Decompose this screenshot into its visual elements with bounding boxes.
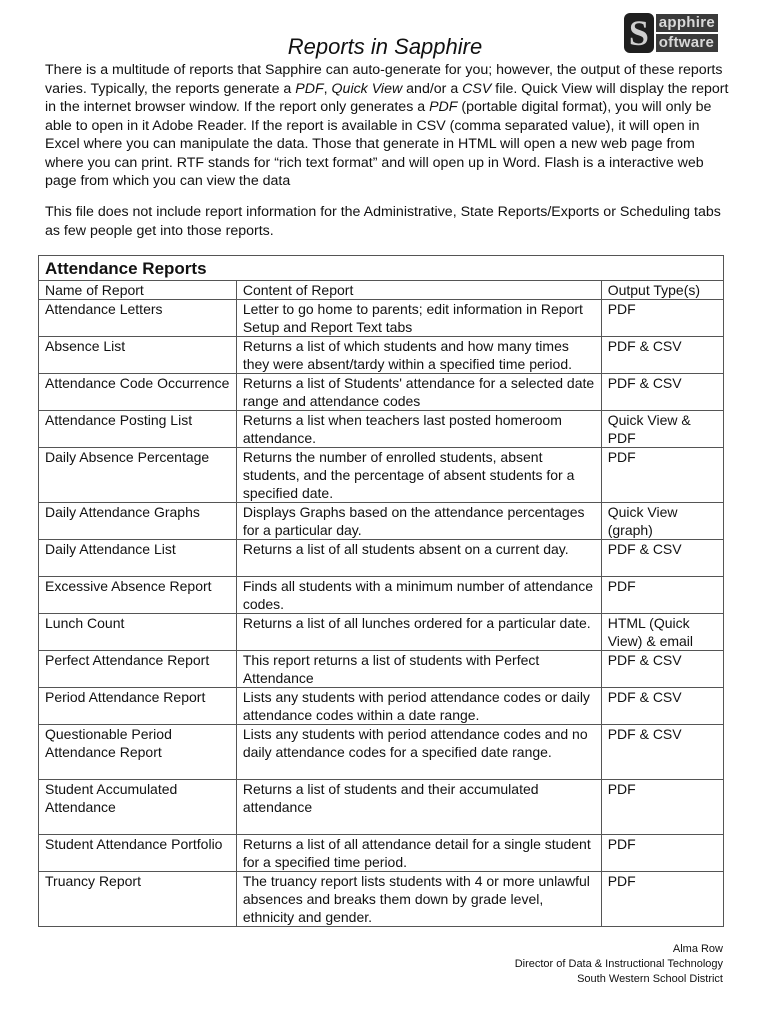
report-output: PDF (601, 835, 723, 872)
table-row (39, 448, 724, 503)
report-name: Lunch Count (39, 614, 237, 651)
section-title: Attendance Reports (45, 259, 207, 278)
author-name: Alma Row (672, 943, 723, 955)
report-name: Daily Attendance Graphs (39, 503, 237, 540)
table-row (39, 411, 724, 448)
table-row (39, 872, 724, 927)
intro-paragraph: There is a multitude of reports that Sapphire can auto-generate for you; however, the output of these reports varies. Typically, the reports generate a PDF, Quick View and/or a CSV file. Quick View will display the report in the internet browser window. If the report only generates a PDF (portable digital format), you will only be able to open in it Adobe Reader. If the report is available in CSV (comma separated value), it will open in Excel where you can manipulate the data. Those that generate in HTML will open a new web page from where you can print. RTF stands for “rich text format” and will open up in Word. Flash is a interactive web page from which you can view the data (45, 62, 729, 189)
report-name: Attendance Letters (39, 300, 237, 337)
attendance-reports-table (38, 255, 724, 927)
author-footer (515, 942, 723, 987)
author-position: Director of Data & Instructional Technology (514, 958, 723, 970)
report-name: Absence List (39, 337, 237, 374)
table-row (39, 688, 724, 725)
author-organization: South Western School District (577, 973, 723, 985)
header-output: Output Type(s) (601, 281, 723, 300)
report-content: Returns a list of which students and how many times they were absent/tardy within a specified time period. (236, 337, 601, 374)
table-row (39, 540, 724, 577)
report-content: Returns a list when teachers last posted homeroom attendance. (236, 411, 601, 448)
report-content: Letter to go home to parents; edit information in Report Setup and Report Text tabs (236, 300, 601, 337)
table-row (39, 651, 724, 688)
header-name: Name of Report (39, 281, 237, 300)
report-output: PDF & CSV (601, 337, 723, 374)
report-output: PDF (601, 872, 723, 927)
report-name: Attendance Posting List (39, 411, 237, 448)
report-output: PDF & CSV (601, 374, 723, 411)
report-name: Student Attendance Portfolio (39, 835, 237, 872)
table-row (39, 835, 724, 872)
report-content: The truancy report lists students with 4 or more unlawful absences and breaks them down by grade level, ethnicity and gender. (236, 872, 601, 927)
report-content: Displays Graphs based on the attendance percentages for a particular day. (236, 503, 601, 540)
report-output: PDF (601, 300, 723, 337)
report-content: Returns a list of students and their accumulated attendance (236, 780, 601, 835)
table-row (39, 374, 724, 411)
report-content: This report returns a list of students with Perfect Attendance (236, 651, 601, 688)
report-content: Returns a list of all attendance detail for a single student for a specified time period. (236, 835, 601, 872)
report-output: PDF & CSV (601, 540, 723, 577)
logo-letter: S (624, 13, 654, 53)
report-content: Returns a list of all students absent on a current day. (236, 540, 601, 577)
logo-line-2: oftware (656, 34, 718, 52)
report-name: Attendance Code Occurrence (39, 374, 237, 411)
report-output: PDF & CSV (601, 688, 723, 725)
report-content: Returns a list of all lunches ordered for a particular date. (236, 614, 601, 651)
report-output: PDF & CSV (601, 651, 723, 688)
table-row (39, 614, 724, 651)
table-section-title-row (39, 256, 724, 281)
report-name: Period Attendance Report (39, 688, 237, 725)
report-output: PDF (601, 448, 723, 503)
table-row (39, 725, 724, 780)
report-name: Student Accumulated Attendance (39, 780, 237, 835)
report-output: PDF & CSV (601, 725, 723, 780)
report-output: PDF (601, 577, 723, 614)
scope-note-paragraph: This file does not include report information for the Administrative, State Reports/Exports or Scheduling tabs as few people get into those reports. (45, 204, 721, 239)
report-content: Returns a list of Students' attendance for a selected date range and attendance codes (236, 374, 601, 411)
report-output: Quick View & PDF (601, 411, 723, 448)
report-content: Finds all students with a minimum number of attendance codes. (236, 577, 601, 614)
table-row (39, 300, 724, 337)
report-output: PDF (601, 780, 723, 835)
report-name: Questionable Period Attendance Report (39, 725, 237, 780)
report-name: Excessive Absence Report (39, 577, 237, 614)
report-content: Lists any students with period attendance codes or daily attendance codes within a date range. (236, 688, 601, 725)
table-row (39, 780, 724, 835)
report-name: Daily Absence Percentage (39, 448, 237, 503)
report-content: Returns the number of enrolled students, absent students, and the percentage of absent students for a specified date. (236, 448, 601, 503)
table-row (39, 503, 724, 540)
report-name: Truancy Report (39, 872, 237, 927)
table-row (39, 337, 724, 374)
table-row (39, 577, 724, 614)
report-name: Perfect Attendance Report (39, 651, 237, 688)
header-content: Content of Report (236, 281, 601, 300)
report-output: HTML (Quick View) & email (601, 614, 723, 651)
table-header-row (39, 281, 724, 300)
page-title: Reports in Sapphire (287, 34, 483, 59)
report-content: Lists any students with period attendance codes and no daily attendance codes for a specified date range. (236, 725, 601, 780)
logo-line-1: apphire (656, 14, 718, 32)
report-output: Quick View (graph) (601, 503, 723, 540)
report-name: Daily Attendance List (39, 540, 237, 577)
